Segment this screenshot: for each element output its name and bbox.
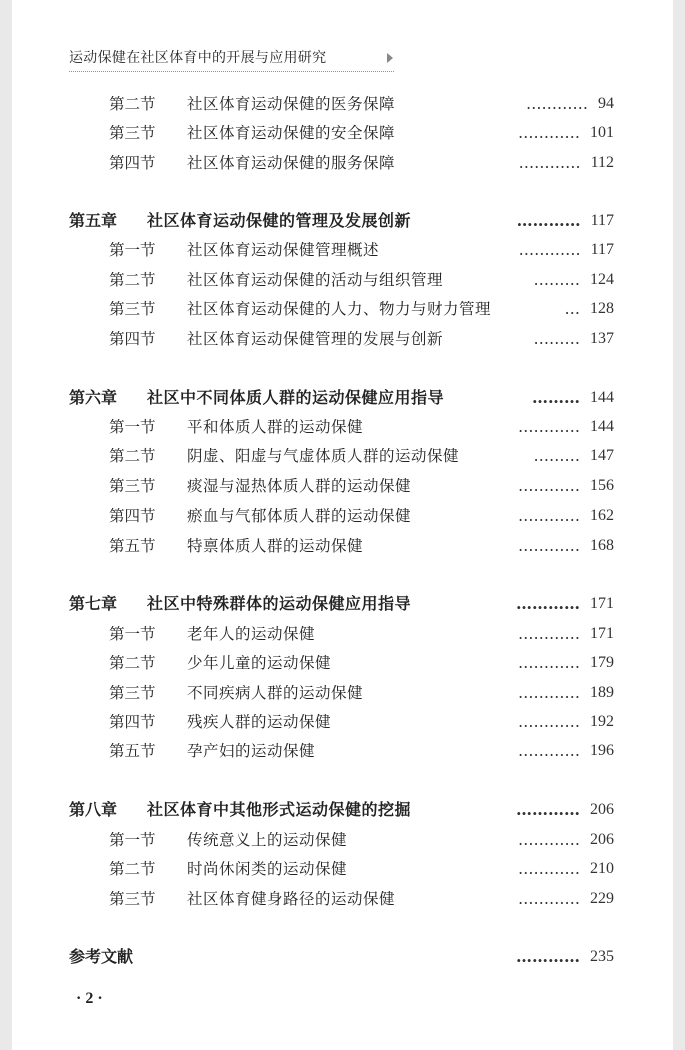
entry-page-number: 117	[590, 241, 614, 258]
running-head-rule	[69, 71, 394, 72]
entry-page-number: 117	[590, 212, 614, 229]
dot-leader: …	[564, 300, 580, 318]
entry-label: 第五章	[69, 211, 118, 230]
entry-title: 孕产妇的运动保健	[187, 742, 316, 760]
entry-title: 社区中不同体质人群的运动保健应用指导	[147, 388, 445, 407]
entry-label: 第一节	[109, 625, 156, 643]
entry-title: 少年儿童的运动保健	[187, 654, 332, 672]
dot-leader: ………	[533, 271, 580, 289]
entry-label: 第四节	[109, 713, 156, 731]
toc-section-entry[interactable]	[69, 151, 614, 175]
toc-section-entry[interactable]	[69, 534, 614, 558]
entry-title: 社区体育运动保健的人力、物力与财力管理	[187, 300, 492, 318]
dot-leader: …………	[518, 507, 580, 525]
dot-leader: …………	[518, 860, 580, 878]
toc-section-entry[interactable]	[69, 92, 614, 116]
page-number-folio: ·2·	[76, 990, 107, 1007]
entry-label: 第四节	[109, 330, 156, 348]
entry-label: 第四节	[109, 507, 156, 525]
entry-page-number: 206	[590, 831, 614, 848]
dot-leader: …………	[518, 418, 580, 436]
entry-title: 阴虚、阳虚与气虚体质人群的运动保健	[187, 447, 460, 465]
dot-leader: …………	[516, 800, 580, 819]
toc-chapter-entry[interactable]	[69, 386, 614, 410]
entry-page-number: 192	[590, 713, 614, 730]
entry-page-number: 94	[598, 95, 614, 112]
toc-chapter-entry[interactable]	[69, 592, 614, 616]
dot-leader: …………	[518, 154, 581, 172]
toc-section-entry[interactable]	[69, 651, 614, 675]
entry-page-number: 147	[590, 447, 614, 464]
toc-section-entry[interactable]	[69, 474, 614, 498]
toc-section-entry[interactable]	[69, 887, 614, 911]
dot-leader: …………	[518, 742, 580, 760]
entry-page-number: 179	[590, 654, 614, 671]
toc-section-entry[interactable]	[69, 415, 614, 439]
triangle-marker-icon	[387, 53, 393, 63]
entry-page-number: 128	[590, 300, 614, 317]
dot-leader: …………	[516, 211, 581, 230]
entry-title: 社区体育中其他形式运动保健的挖掘	[147, 800, 412, 819]
toc-section-entry[interactable]	[69, 268, 614, 292]
book-page	[12, 0, 673, 1050]
toc-section-entry[interactable]	[69, 739, 614, 763]
dot-leader: …………	[518, 713, 580, 731]
entry-page-number: 206	[590, 801, 614, 818]
toc-section-entry[interactable]	[69, 504, 614, 528]
dot-leader: …………	[518, 625, 580, 643]
toc-section-entry[interactable]	[69, 297, 614, 321]
entry-label: 第一节	[109, 418, 156, 436]
entry-label: 第二节	[109, 860, 156, 878]
entry-page-number: 112	[590, 154, 614, 171]
entry-label: 第一节	[109, 241, 156, 259]
entry-title: 平和体质人群的运动保健	[187, 418, 364, 436]
entry-label: 第四节	[109, 154, 156, 172]
dot-leader: …………	[518, 537, 580, 555]
entry-page-number: 171	[590, 625, 614, 642]
dot-leader: …………	[516, 594, 580, 613]
entry-label: 第三节	[109, 890, 156, 908]
entry-title: 瘀血与气郁体质人群的运动保健	[187, 507, 412, 525]
entry-title: 社区体育运动保健管理的发展与创新	[187, 330, 444, 348]
entry-label: 第八章	[69, 800, 118, 819]
entry-page-number: 137	[590, 330, 614, 347]
dot-leader: ………	[533, 447, 580, 465]
toc-section-entry[interactable]	[69, 327, 614, 351]
toc-chapter-entry[interactable]	[69, 945, 614, 969]
entry-title: 老年人的运动保健	[187, 625, 316, 643]
dot-leader: …………	[518, 890, 580, 908]
entry-label: 第二节	[109, 447, 156, 465]
entry-page-number: 168	[590, 537, 614, 554]
toc-section-entry[interactable]	[69, 121, 614, 145]
entry-page-number: 210	[590, 860, 614, 877]
dot-leader: …………	[518, 241, 581, 259]
dot-leader: ………	[533, 330, 580, 348]
dot-leader: …………	[518, 684, 580, 702]
dot-leader: …………	[516, 947, 580, 966]
entry-title: 社区体育运动保健的服务保障	[187, 154, 396, 172]
entry-label: 第二节	[109, 95, 156, 113]
entry-page-number: 162	[590, 507, 614, 524]
entry-page-number: 144	[590, 389, 614, 406]
entry-label: 第七章	[69, 594, 118, 613]
entry-page-number: 101	[590, 124, 614, 141]
toc-section-entry[interactable]	[69, 828, 614, 852]
toc-section-entry[interactable]	[69, 444, 614, 468]
entry-page-number: 156	[590, 477, 614, 494]
dot-leader: …………	[518, 477, 580, 495]
toc-chapter-entry[interactable]	[69, 798, 614, 822]
entry-title: 社区体育运动保健管理概述	[187, 241, 380, 259]
entry-title: 传统意义上的运动保健	[187, 831, 348, 849]
entry-label: 第一节	[109, 831, 156, 849]
toc-section-entry[interactable]	[69, 710, 614, 734]
running-head: 运动保健在社区体育中的开展与应用研究	[69, 50, 327, 66]
entry-title: 社区体育运动保健的安全保障	[187, 124, 396, 142]
toc-section-entry[interactable]	[69, 857, 614, 881]
toc-section-entry[interactable]	[69, 681, 614, 705]
dot-leader: ………	[532, 388, 580, 407]
toc-section-entry[interactable]	[69, 238, 614, 262]
entry-title: 社区体育运动保健的活动与组织管理	[187, 271, 444, 289]
entry-label: 参考文献	[69, 947, 134, 966]
entry-page-number: 124	[590, 271, 614, 288]
entry-label: 第二节	[109, 271, 156, 289]
entry-label: 第五节	[109, 537, 156, 555]
entry-label: 第三节	[109, 124, 156, 142]
dot-leader: …………	[518, 831, 580, 849]
entry-title: 特禀体质人群的运动保健	[187, 537, 364, 555]
dot-leader: …………	[518, 124, 580, 142]
entry-page-number: 235	[590, 948, 614, 965]
entry-label: 第三节	[109, 684, 156, 702]
entry-page-number: 144	[590, 418, 614, 435]
entry-title: 痰湿与湿热体质人群的运动保健	[187, 477, 412, 495]
entry-label: 第六章	[69, 388, 118, 407]
entry-page-number: 196	[590, 742, 614, 759]
entry-label: 第三节	[109, 300, 156, 318]
entry-title: 不同疾病人群的运动保健	[187, 684, 364, 702]
entry-page-number: 171	[590, 595, 614, 612]
entry-title: 时尚休闲类的运动保健	[187, 860, 348, 878]
entry-page-number: 229	[590, 890, 614, 907]
entry-title: 社区体育健身路径的运动保健	[187, 890, 396, 908]
dot-leader: …………	[518, 654, 580, 672]
entry-title: 社区中特殊群体的运动保健应用指导	[147, 594, 412, 613]
entry-page-number: 189	[590, 684, 614, 701]
toc-chapter-entry[interactable]	[69, 209, 614, 233]
entry-label: 第五节	[109, 742, 156, 760]
toc-section-entry[interactable]	[69, 622, 614, 646]
entry-title: 社区体育运动保健的医务保障	[187, 95, 396, 113]
entry-label: 第二节	[109, 654, 156, 672]
dot-leader: …………	[526, 95, 588, 113]
entry-label: 第三节	[109, 477, 156, 495]
entry-title: 社区体育运动保健的管理及发展创新	[147, 211, 412, 230]
entry-title: 残疾人群的运动保健	[187, 713, 332, 731]
